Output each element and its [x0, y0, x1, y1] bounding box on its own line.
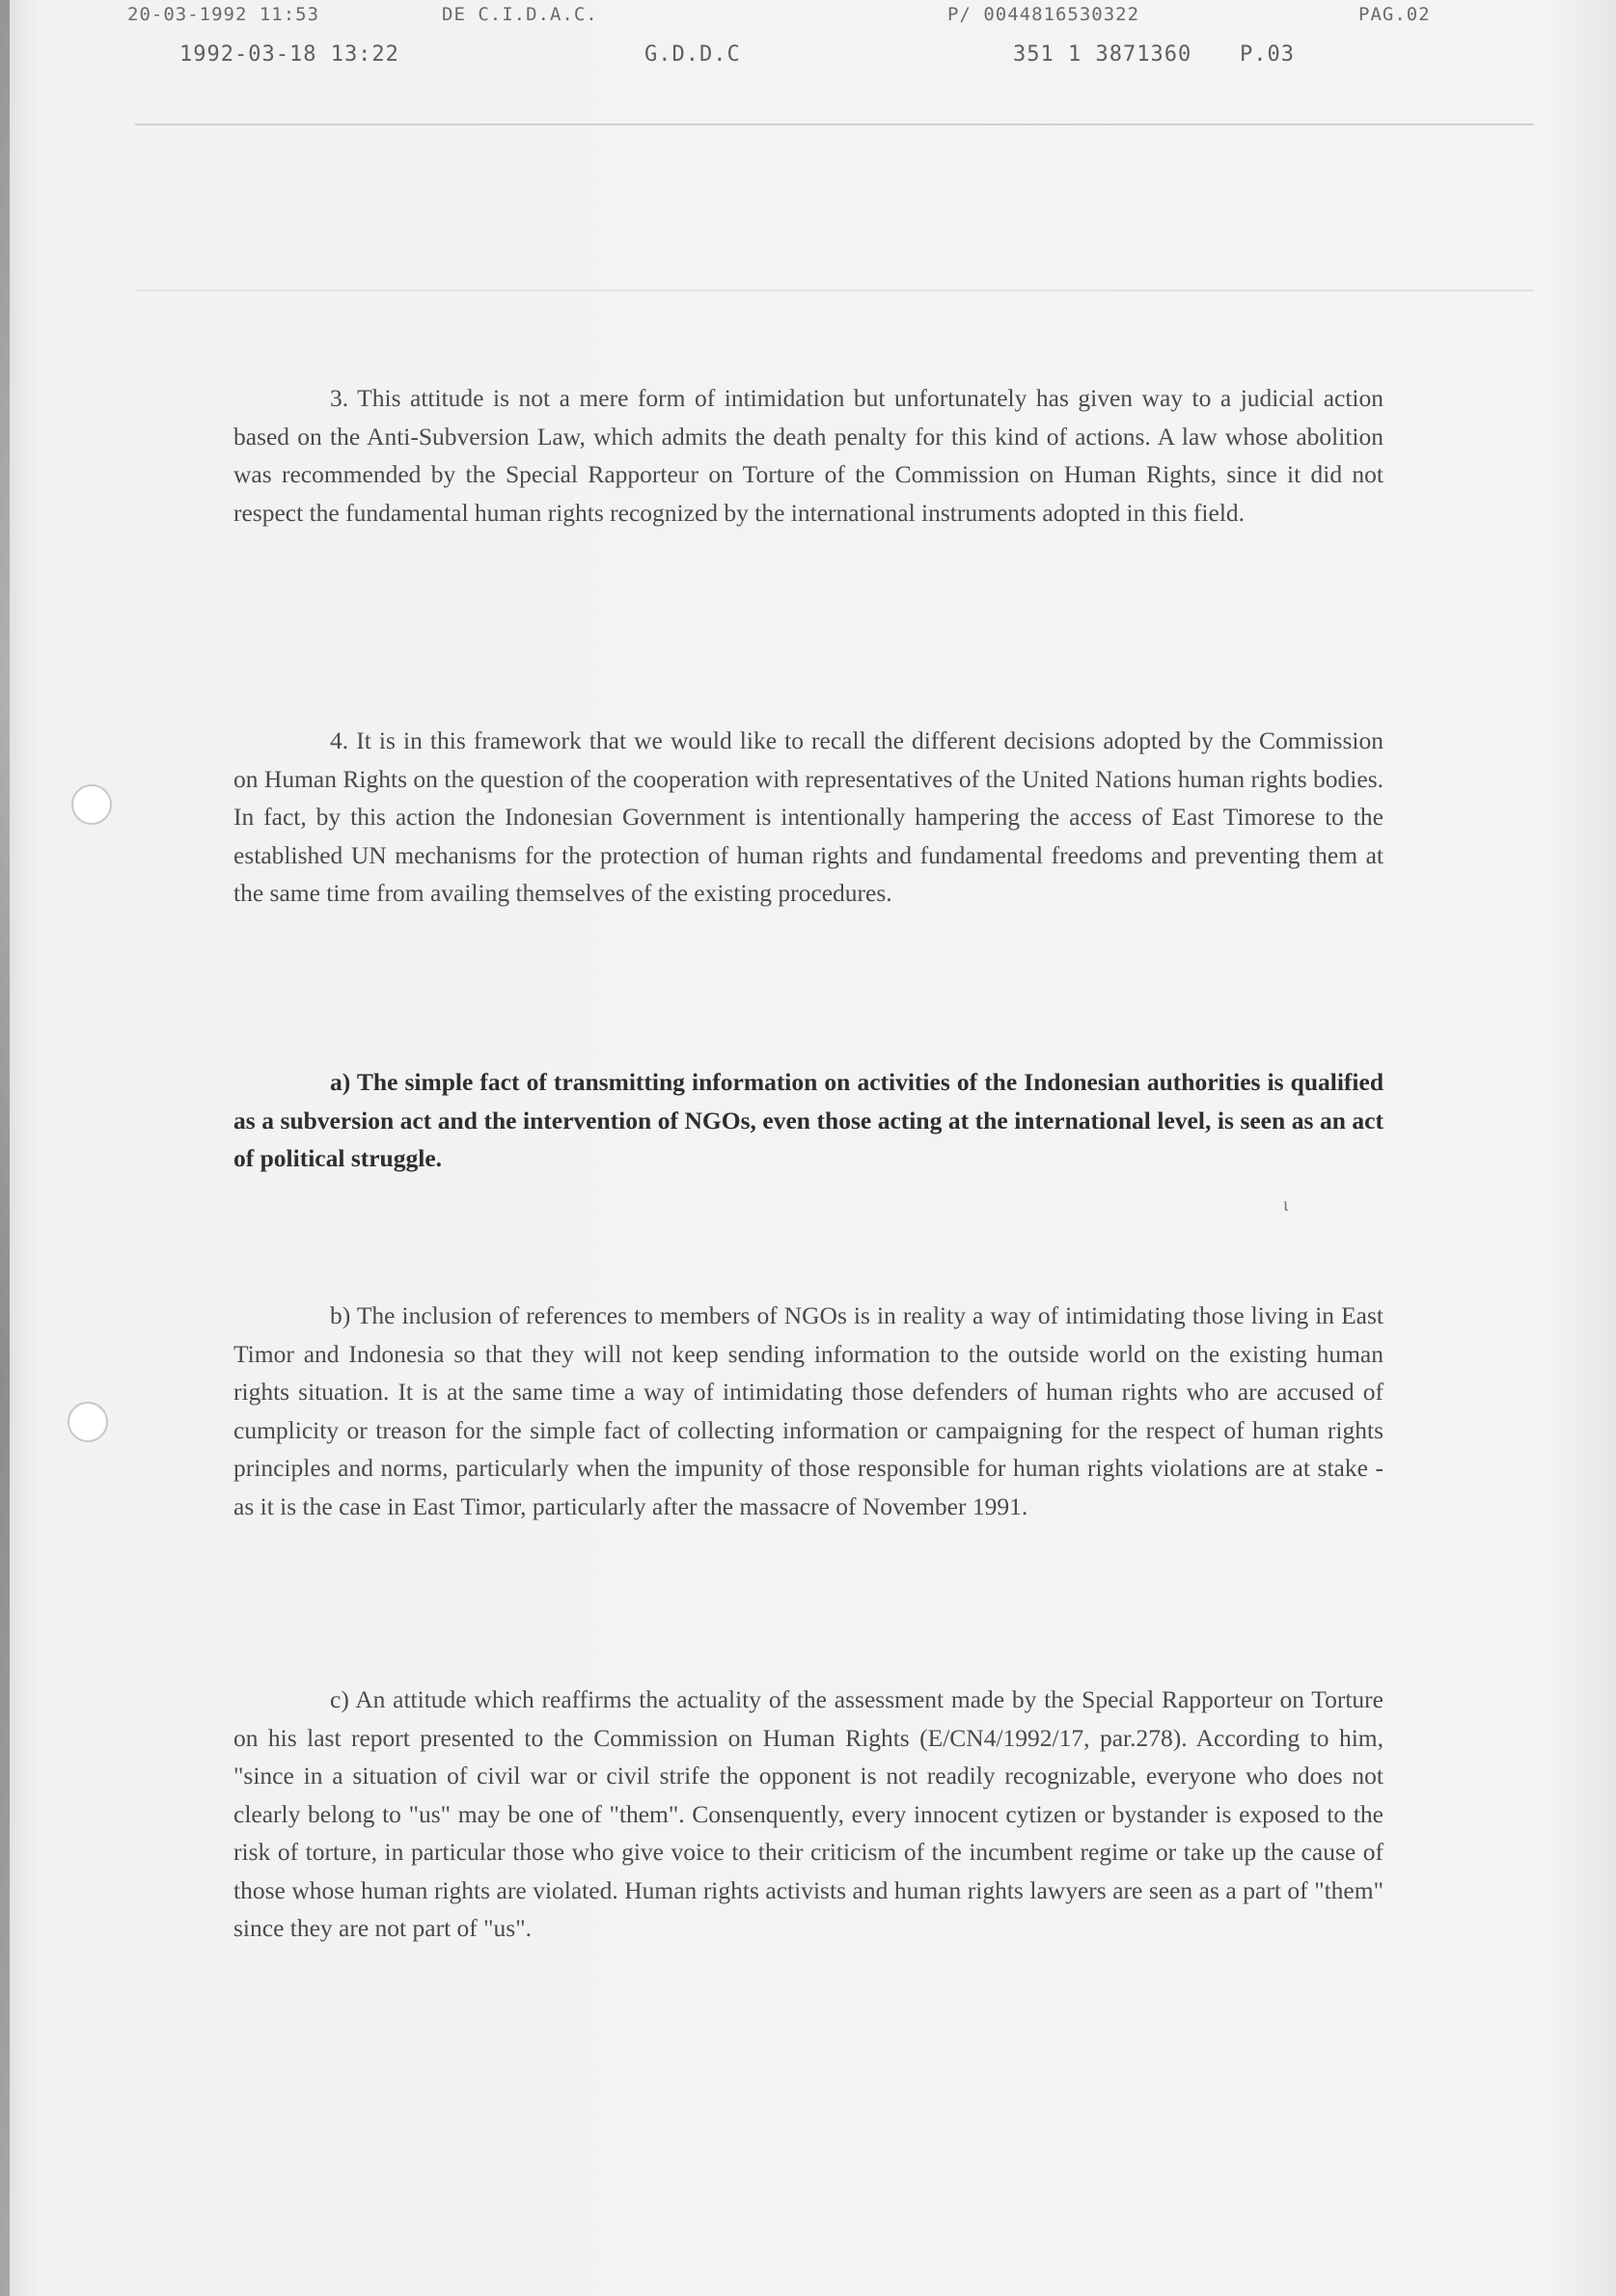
- fax-datetime-2: 1992-03-18 13:22: [179, 42, 399, 67]
- fax-sender-2: G.D.D.C: [644, 42, 741, 67]
- paragraph-c: c) An attitude which reaffirms the actuality of the assessment made by the Special Rapporteur on Torture on his last report presented to the Commission on Human Rights (E/CN4/1992/17, par.278). According to him, "since in a situation of civil war or civil strife the opponent is not readily recognizable, everyone who does not clearly belong to "us" may be one of "them". Consenquently, every innocent cytizen or bystander is exposed to the risk of torture, in particular those who give voice to their criticism of the incumbent regime or take up the cause of those whose human rights are violated. Human rights activists and human rights lawyers are seen as a part of "them" since they are not part of "us".: [233, 1685, 1383, 1942]
- punch-hole-bottom: [68, 1402, 108, 1442]
- stray-mark: ι: [1283, 1194, 1289, 1216]
- fax-page-1: PAG.02: [1358, 4, 1431, 25]
- faint-divider: [135, 289, 1534, 291]
- fax-datetime-1: 20-03-1992 11:53: [127, 4, 320, 25]
- paragraph-4: 4. It is in this framework that we would like to recall the different decisions adopted by the Commission on Human Rights on the question of the cooperation with representatives of the United Nations human rights bodies. In fact, by this action the Indonesian Government is intentionally hampering the access of East Timorese to the established UN mechanisms for the protection of human rights and fundamental freedoms and preventing them at the same time from availing themselves of the existing procedures.: [233, 726, 1383, 907]
- fax-number-2: 351 1 3871360: [1013, 42, 1192, 67]
- punch-hole-top: [71, 784, 112, 825]
- paragraph-b: b) The inclusion of references to members of NGOs is in reality a way of intimidating those living in East Timor and Indonesia so that they will not keep sending information to the outside world on the existing human rights situation. It is at the same time a way of intimidating those defenders of human rights who are accused of cumplicity or treason for the simple fact of collecting information or campaigning for the respect of human rights principles and norms, particularly when the impunity of those responsible for human rights violations are at stake - as it is the case in East Timor, particularly after the massacre of November 1991.: [233, 1301, 1383, 1520]
- paragraph-a: a) The simple fact of transmitting information on activities of the Indonesian authorities is qualified as a subversion act and the intervention of NGOs, even those acting at the international level, is seen as an act of political struggle.: [233, 1068, 1383, 1172]
- fax-page-2: P.03: [1240, 42, 1295, 67]
- fax-number-1: P/ 0044816530322: [947, 4, 1140, 25]
- paragraph-3: 3. This attitude is not a mere form of intimidation but unfortunately has given way to a judicial action based on the Anti-Subversion Law, which admits the death penalty for this kind of actions. A law whose abolition was recommended by the Special Rapporteur on Torture of the Commission on Human Rights, since it did not respect the fundamental human rights recognized by the international instruments adopted in this field.: [233, 384, 1383, 527]
- fax-sender-1: DE C.I.D.A.C.: [442, 4, 598, 25]
- page-edge-shadow: [0, 0, 10, 2296]
- header-divider: [135, 123, 1534, 125]
